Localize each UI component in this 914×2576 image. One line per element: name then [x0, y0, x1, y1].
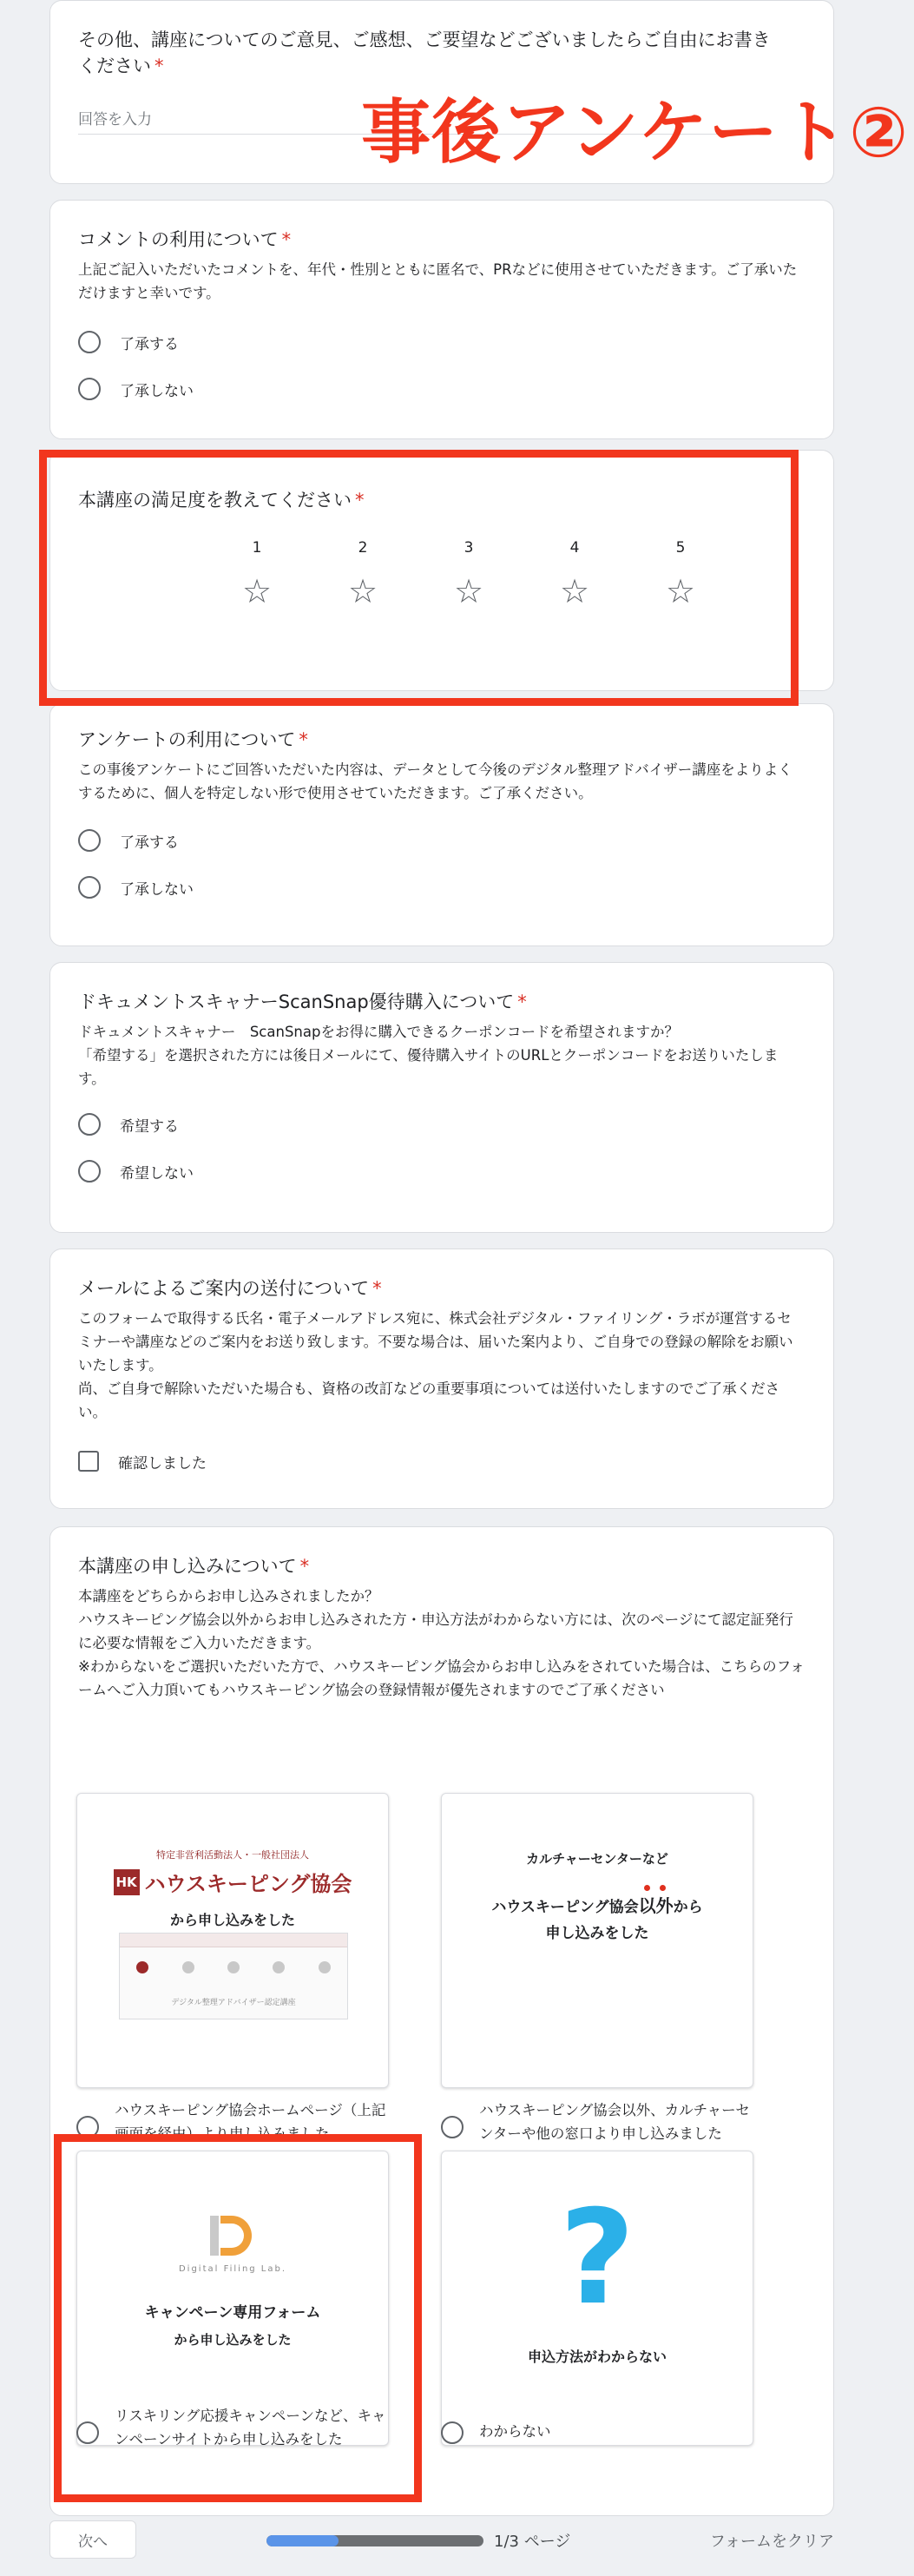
radio-button[interactable] — [78, 829, 101, 852]
star-icon[interactable]: ☆ — [347, 572, 378, 610]
clear-form-button[interactable]: フォームをクリア — [709, 2533, 834, 2551]
emphasis-dot — [660, 1885, 666, 1891]
next-button[interactable]: 次へ — [49, 2520, 136, 2559]
question-description: 本講座をどちらからお申し込みされましたか？ — [78, 1588, 379, 1604]
question-title: 本講座の申し込みについて * — [78, 1556, 310, 1577]
rating-3[interactable]: 3 ☆ — [443, 539, 495, 609]
card-subtitle: から申し込みをした — [169, 1912, 295, 1928]
form-footer — [49, 2513, 834, 2566]
star-icon[interactable]: ☆ — [665, 572, 696, 610]
radio-button[interactable] — [78, 331, 101, 353]
card-line-2: から申し込みをした — [174, 2332, 292, 2348]
question-description: ※わからないをご選択いただいた方で、ハウスキーピング協会からお申し込みをされていた場合は、こちらのフォームへご入力頂いてもハウスキーピング協会の登録情報が優先されますのでご了承ください — [78, 1658, 805, 1698]
card-line-1: キャンペーン専用フォーム — [144, 2304, 321, 2322]
question-survey-card — [49, 703, 834, 946]
option-other-window[interactable]: ハウスキーピング協会以外、カルチャーセンターや他の窓口より申し込みました — [441, 2098, 753, 2145]
question-mail-card — [49, 1248, 834, 1509]
thumbnail-caption: デジタル整理アドバイザー認定講座 — [171, 1999, 296, 2007]
image-campaign-form[interactable] — [76, 2151, 389, 2446]
star-icon[interactable]: ☆ — [559, 572, 590, 610]
image-culture-center[interactable] — [441, 1793, 753, 2088]
question-mark-icon: ? — [559, 2183, 635, 2334]
option-unknown[interactable]: わからない — [441, 2404, 753, 2444]
card-line-1: カルチャーセンターなど — [526, 1851, 668, 1867]
option-confirmed[interactable]: 確認しました — [78, 1438, 806, 1485]
radio-button[interactable] — [441, 2421, 464, 2444]
question-scanner-card — [49, 962, 834, 1233]
radio-button[interactable] — [441, 2116, 464, 2138]
card-line-1: 申込方法がわからない — [527, 2349, 667, 2365]
option-campaign[interactable]: リスキリング応援キャンペーンなど、キャンペーンサイトから申し込みをした — [76, 2404, 389, 2451]
question-title: コメントの利用について * — [78, 229, 292, 250]
question-satisfaction-card — [49, 450, 834, 691]
org-name: ハウスキーピング協会 — [144, 1872, 352, 1896]
website-thumbnail — [119, 1933, 348, 2019]
question-title: ドキュメントスキャナーScanSnap優待購入について * — [78, 992, 527, 1012]
progress-fill — [266, 2535, 339, 2546]
rating-4[interactable]: 4 ☆ — [549, 539, 601, 609]
image-housekeeping[interactable] — [76, 1793, 389, 2088]
radio-button[interactable] — [78, 1113, 101, 1136]
radio-button[interactable] — [78, 876, 101, 899]
org-small-label: 特定非営利活動法人・一般社団法人 — [156, 1849, 309, 1861]
overlay-title: 事後アンケート② — [361, 92, 909, 173]
radio-button[interactable] — [76, 2116, 99, 2138]
radio-button[interactable] — [78, 1160, 101, 1183]
option-not-want[interactable]: 希望しない — [78, 1148, 806, 1195]
checkbox[interactable] — [78, 1451, 99, 1472]
emphasis-dot — [644, 1885, 650, 1891]
option-agree[interactable]: 了承する — [78, 817, 806, 864]
question-description: ハウスキーピング協会以外からお申し込みされた方・申込方法がわからない方には、次のページにて認定証発行に必要な情報をご入力いただきます。 — [78, 1611, 793, 1651]
rating-1[interactable]: 1 ☆ — [231, 539, 283, 609]
question-title: 本講座の満足度を教えてください * — [78, 490, 365, 511]
star-icon[interactable]: ☆ — [453, 572, 484, 610]
question-comment-card — [49, 200, 834, 439]
option-housekeeping[interactable]: ハウスキーピング協会ホームページ（上記画面を経由）より申し込みました — [76, 2098, 389, 2145]
card-line-3: 申し込みをした — [545, 1925, 649, 1942]
question-title: アンケートの利用について * — [78, 729, 308, 750]
dfl-logo-icon — [207, 2214, 259, 2261]
card-line-2: ハウスキーピング協会 以外から — [442, 1892, 753, 1917]
radio-button[interactable] — [78, 378, 101, 400]
option-disagree[interactable]: 了承しない — [78, 366, 806, 412]
question-description: このフォームで取得する氏名・電子メールアドレス宛に、株式会社デジタル・ファイリング・ラボが運営するセミナーや講座などのご案内をお送り致します。不要な場合は、届いた案内より、ご自身での登録の解除をお願いいたします。 — [78, 1310, 793, 1374]
rating-2[interactable]: 2 ☆ — [337, 539, 389, 609]
question-title: その他、講座についてのご意見、ご感想、ご要望などございましたらご自由にお書きください * — [78, 30, 771, 76]
star-icon[interactable]: ☆ — [241, 572, 273, 610]
question-title: メールによるご案内の送付について * — [78, 1278, 382, 1299]
option-want[interactable]: 希望する — [78, 1101, 806, 1148]
question-description: 「希望する」を選択された方には後日メールにて、優待購入サイトのURLとクーポンコードをお送りいたします。 — [78, 1047, 779, 1087]
option-disagree[interactable]: 了承しない — [78, 864, 806, 911]
feedback-placeholder: 回答を入力 — [78, 111, 152, 128]
image-unknown[interactable] — [441, 2151, 753, 2446]
option-agree[interactable]: 了承する — [78, 319, 806, 366]
question-description: 尚、ご自身で解除いただいた場合も、資格の改訂などの重要事項については送付いたしますのでご了承ください。 — [78, 1380, 780, 1420]
progress-bar — [266, 2535, 483, 2546]
question-description: ドキュメントスキャナー ScanSnapをお得に購入できるクーポンコードを希望されますか？ — [78, 1024, 679, 1040]
question-description: この事後アンケートにご回答いただいた内容は、データとして今後のデジタル整理アドバイザー講座をよりよくするために、個人を特定しない形で使用させていただきます。ご了承ください。 — [78, 761, 792, 801]
radio-button[interactable] — [76, 2421, 99, 2444]
rating-5[interactable]: 5 ☆ — [654, 539, 707, 609]
hk-logo-icon: HK — [114, 1869, 140, 1895]
star-rating — [78, 539, 806, 643]
question-description: 上記ご記入いただいたコメントを、年代・性別とともに匿名で、PRなどに使用させていただきます。ご了承いただけますと幸いです。 — [78, 261, 798, 301]
page-indicator: 1/3 ページ — [494, 2533, 571, 2551]
question-apply-card — [49, 1526, 834, 2516]
brand-label: Digital Filing Lab. — [178, 2264, 287, 2274]
